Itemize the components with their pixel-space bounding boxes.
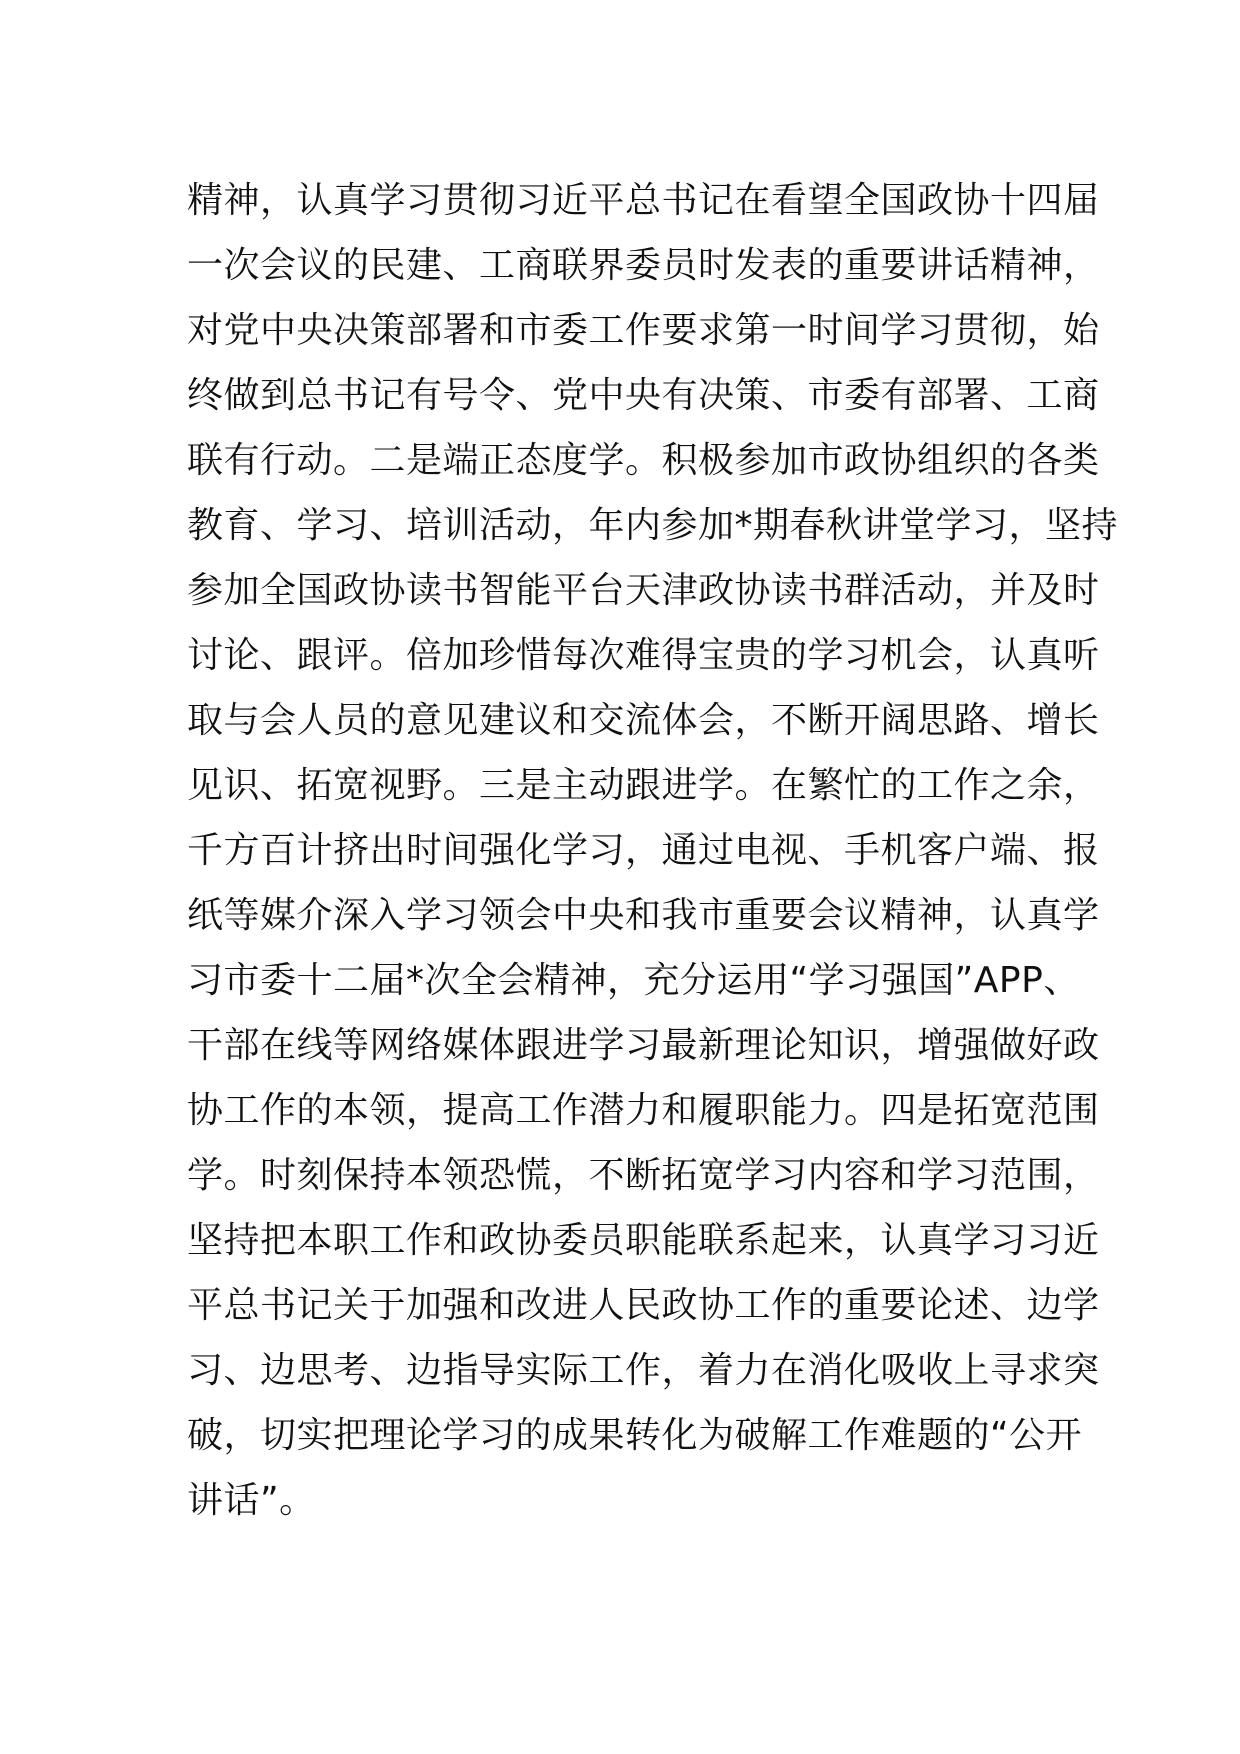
body-paragraph bbox=[187, 168, 1119, 1533]
text-line: 终做到总书记有号令、党中央有决策、市委有部署、工商 bbox=[187, 375, 1100, 416]
text-line: 讲话”。 bbox=[187, 1480, 316, 1521]
text-line: 习市委十二届*次全会精神，充分运用“学习强国”APP、 bbox=[187, 960, 1080, 1001]
text-line: 学。时刻保持本领恐慌，不断拓宽学习内容和学习范围， bbox=[187, 1155, 1100, 1196]
text-line: 教育、学习、培训活动，年内参加*期春秋讲堂学习，坚持 bbox=[187, 505, 1119, 546]
text-line: 千方百计挤出时间强化学习，通过电视、手机客户端、报 bbox=[187, 830, 1100, 871]
text-line: 一次会议的民建、工商联界委员时发表的重要讲话精神， bbox=[187, 245, 1100, 286]
text-line: 坚持把本职工作和政协委员职能联系起来，认真学习习近 bbox=[187, 1220, 1100, 1261]
text-line: 纸等媒介深入学习领会中央和我市重要会议精神，认真学 bbox=[187, 895, 1100, 936]
text-line: 协工作的本领，提高工作潜力和履职能力。四是拓宽范围 bbox=[187, 1090, 1100, 1131]
text-line: 平总书记关于加强和改进人民政协工作的重要论述、边学 bbox=[187, 1285, 1100, 1326]
text-line: 习、边思考、边指导实际工作，着力在消化吸收上寻求突 bbox=[187, 1350, 1100, 1391]
text-line: 干部在线等网络媒体跟进学习最新理论知识，增强做好政 bbox=[187, 1025, 1100, 1066]
text-line: 讨论、跟评。倍加珍惜每次难得宝贵的学习机会，认真听 bbox=[187, 635, 1100, 676]
text-line: 见识、拓宽视野。三是主动跟进学。在繁忙的工作之余， bbox=[187, 765, 1100, 806]
text-line: 参加全国政协读书智能平台天津政协读书群活动，并及时 bbox=[187, 570, 1100, 611]
text-line: 破，切实把理论学习的成果转化为破解工作难题的“公开 bbox=[187, 1415, 1083, 1456]
text-line: 取与会人员的意见建议和交流体会，不断开阔思路、增长 bbox=[187, 700, 1100, 741]
text-line: 联有行动。二是端正态度学。积极参加市政协组织的各类 bbox=[187, 440, 1100, 481]
text-line: 精神，认真学习贯彻习近平总书记在看望全国政协十四届 bbox=[187, 180, 1100, 221]
text-line: 对党中央决策部署和市委工作要求第一时间学习贯彻，始 bbox=[187, 310, 1100, 351]
